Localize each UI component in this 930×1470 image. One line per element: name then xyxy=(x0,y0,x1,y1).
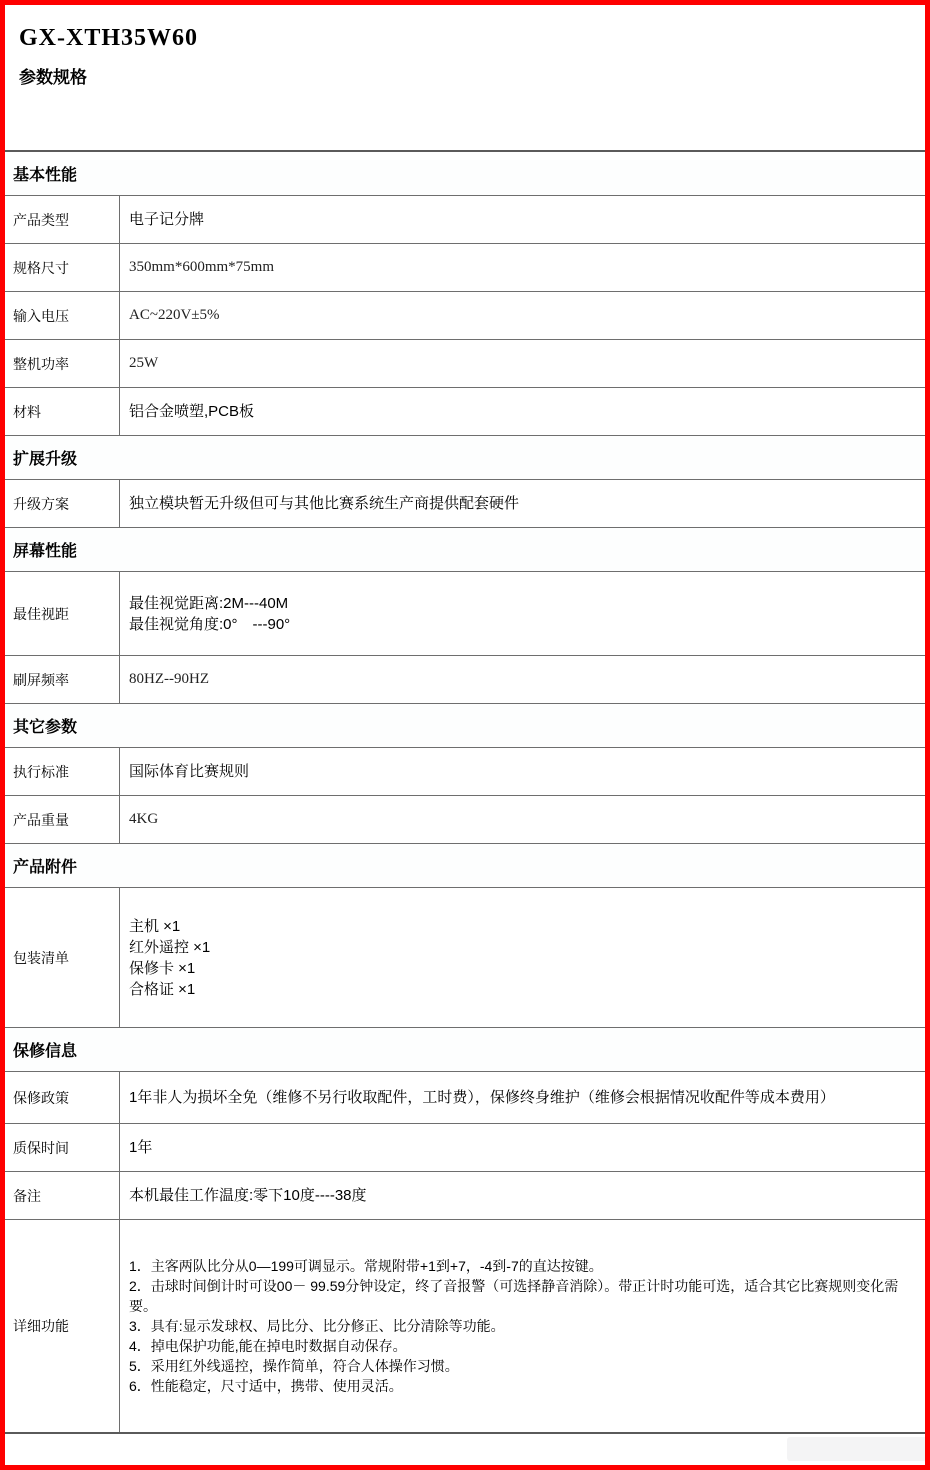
value-line: 主机 ×1 xyxy=(129,917,181,935)
row-label: 规格尺寸 xyxy=(5,244,120,291)
value-line: 3．具有:显示发球权、局比分、比分修正、比分清除等功能。 xyxy=(129,1318,505,1334)
value-line: 合格证 ×1 xyxy=(129,980,196,998)
section-title: 基本性能 xyxy=(13,167,78,184)
row-product-type xyxy=(5,196,925,244)
row-label: 保修政策 xyxy=(5,1072,120,1123)
row-label: 整机功率 xyxy=(5,340,120,387)
value-line: 1．主客两队比分从0—199可调显示。常规附带+1到+7，-4到-7的直达按键。 xyxy=(129,1258,603,1274)
row-packing-list xyxy=(5,888,925,1028)
row-label: 输入电压 xyxy=(5,292,120,339)
row-weight xyxy=(5,796,925,844)
row-value: 25W xyxy=(129,355,159,371)
value-line: 6．性能稳定，尺寸适中，携带、使用灵活。 xyxy=(129,1378,403,1394)
row-value xyxy=(120,572,925,655)
row-label: 详细功能 xyxy=(5,1220,120,1432)
row-standard xyxy=(5,748,925,796)
row-value: 本机最佳工作温度:零下10度----38度 xyxy=(129,1187,367,1204)
row-value: 铝合金喷塑,PCB板 xyxy=(129,403,255,420)
section-title: 扩展升级 xyxy=(13,451,78,468)
section-title: 其它参数 xyxy=(13,719,78,736)
section-accessories xyxy=(5,844,925,888)
row-value: AC~220V±5% xyxy=(129,307,220,323)
row-value: 国际体育比赛规则 xyxy=(129,763,250,780)
section-other-parameters xyxy=(5,704,925,748)
row-label: 备注 xyxy=(5,1172,120,1219)
row-input-voltage xyxy=(5,292,925,340)
value-line: 5．采用红外线遥控，操作简单，符合人体操作习惯。 xyxy=(129,1358,459,1374)
row-refresh-rate xyxy=(5,656,925,704)
section-warranty-info xyxy=(5,1028,925,1072)
row-value: 独立模块暂无升级但可与其他比赛系统生产商提供配套硬件 xyxy=(129,495,520,512)
row-label: 升级方案 xyxy=(5,480,120,527)
row-label: 产品重量 xyxy=(5,796,120,843)
row-label: 执行标准 xyxy=(5,748,120,795)
row-label: 最佳视距 xyxy=(5,572,120,655)
page-title: GX-XTH35W60 xyxy=(19,25,198,51)
section-expansion-upgrade xyxy=(5,436,925,480)
row-value xyxy=(120,1220,925,1432)
value-line: 4．掉电保护功能,能在掉电时数据自动保存。 xyxy=(129,1338,407,1354)
value-line: 最佳视觉距离:2M---40M xyxy=(129,594,289,612)
page-header xyxy=(5,5,925,150)
row-value: 4KG xyxy=(129,811,159,827)
row-value: 1年非人为损坏全免（维修不另行收取配件，工时费），保修终身维护（维修会根据情况收配件等成本费用） xyxy=(129,1089,835,1106)
spec-table xyxy=(5,150,925,1434)
bottom-right-panel xyxy=(787,1437,925,1461)
row-warranty-period xyxy=(5,1124,925,1172)
row-value: 电子记分牌 xyxy=(129,211,205,228)
row-label: 产品类型 xyxy=(5,196,120,243)
row-viewing-distance xyxy=(5,572,925,656)
row-warranty-policy xyxy=(5,1072,925,1124)
row-label: 材料 xyxy=(5,388,120,435)
section-screen-performance xyxy=(5,528,925,572)
row-material xyxy=(5,388,925,436)
row-detailed-functions xyxy=(5,1220,925,1434)
row-value: 80HZ--90HZ xyxy=(129,671,209,687)
section-title: 产品附件 xyxy=(13,859,78,876)
row-dimensions xyxy=(5,244,925,292)
row-value: 350mm*600mm*75mm xyxy=(129,259,275,275)
value-line: 红外遥控 ×1 xyxy=(129,938,211,956)
section-title: 屏幕性能 xyxy=(13,543,78,560)
row-label: 刷屏频率 xyxy=(5,656,120,703)
row-upgrade-plan xyxy=(5,480,925,528)
page-subtitle: 参数规格 xyxy=(19,68,87,87)
value-line: 保修卡 ×1 xyxy=(129,959,196,977)
row-value xyxy=(120,888,925,1027)
row-remarks xyxy=(5,1172,925,1220)
row-label: 包装清单 xyxy=(5,888,120,1027)
value-line: 最佳视觉角度:0° ---90° xyxy=(129,615,291,633)
row-value: 1年 xyxy=(129,1139,153,1156)
value-line: 2．击球时间倒计时可设00－ 99.59分钟设定，终了音报警（可选择静音消除）。带正计时功能可选，适合其它比赛规则变化需要。 xyxy=(129,1278,899,1314)
row-label: 质保时间 xyxy=(5,1124,120,1171)
row-power xyxy=(5,340,925,388)
section-basic-performance xyxy=(5,152,925,196)
section-title: 保修信息 xyxy=(13,1043,78,1060)
